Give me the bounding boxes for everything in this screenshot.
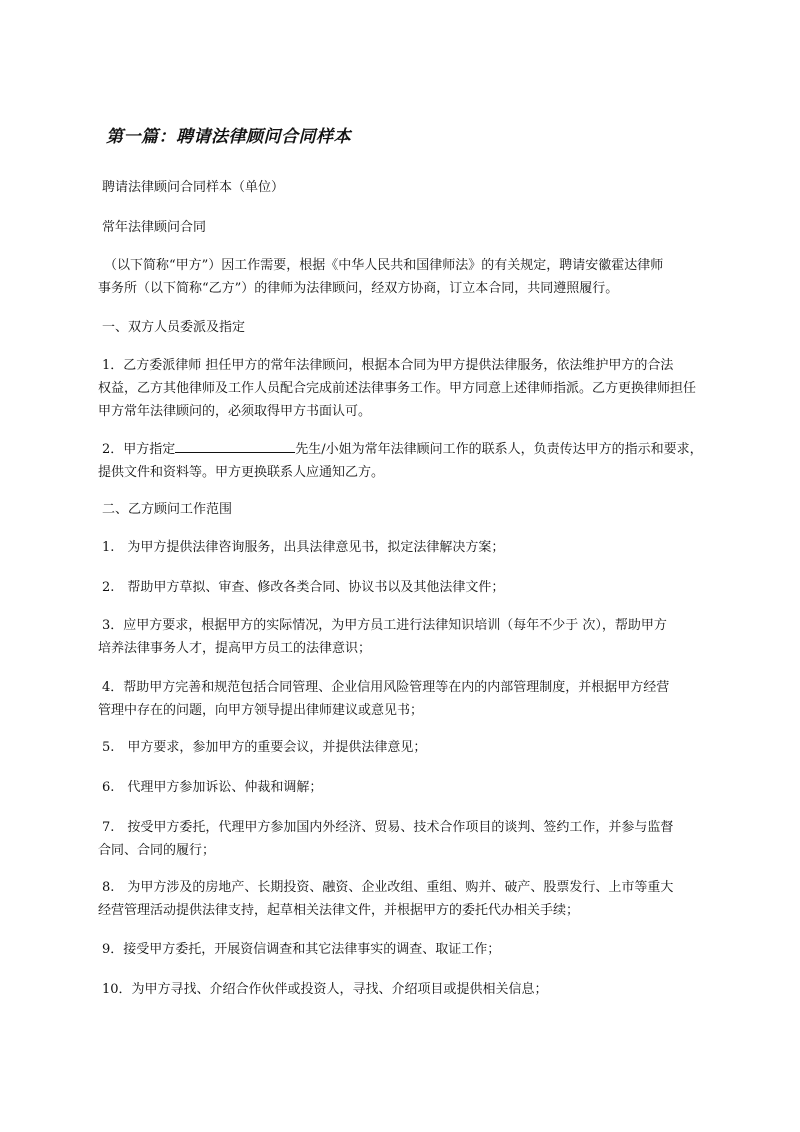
text-line: 10．为甲方寻找、介绍合作伙伴或投资人，寻找、介绍项目或提供相关信息； bbox=[102, 982, 548, 997]
section-heading-2 bbox=[102, 498, 702, 521]
paragraph-scope-4 bbox=[98, 676, 702, 722]
text-line bbox=[102, 438, 702, 461]
paragraph-scope-8 bbox=[98, 876, 702, 922]
fill-in-blank bbox=[175, 438, 295, 453]
paragraph-clause-1-2 bbox=[98, 438, 703, 484]
paragraph-scope-5 bbox=[102, 736, 702, 759]
text-line: 提供文件和资料等。甲方更换联系人应通知乙方。 bbox=[98, 465, 385, 480]
text-line: 1. 为甲方提供法律咨询服务，出具法律意见书，拟定法律解决方案； bbox=[102, 540, 505, 555]
text-line: 二、乙方顾问工作范围 bbox=[102, 502, 233, 517]
paragraph-clause-1-1 bbox=[98, 354, 702, 423]
paragraph-scope-7 bbox=[98, 816, 702, 862]
text-line: （以下简称“甲方”）因工作需要，根据《中华人民共和国律师法》的有关规定，聘请安徽霍达律师 bbox=[104, 258, 664, 273]
text-line: 权益，乙方其他律师及工作人员配合完成前述法律事务工作。甲方同意上述律师指派。乙方更换律师担任 bbox=[98, 381, 697, 396]
text-line: 经营管理活动提供法律支持，起草相关法律文件，并根据甲方的委托代办相关手续； bbox=[98, 903, 580, 918]
text-line: 一、双方人员委派及指定 bbox=[102, 320, 246, 335]
text-line: 8. 为甲方涉及的房地产、长期投资、融资、企业改组、重组、购并、破产、股票发行、上市等重大 bbox=[102, 880, 674, 895]
document-title: 第一篇：聘请法律顾问合同样本 bbox=[106, 127, 351, 147]
text-line: 1．乙方委派律师 担任甲方的常年法律顾问，根据本合同为甲方提供法律服务，依法维护甲方的合法 bbox=[102, 358, 674, 373]
paragraph-scope-2 bbox=[102, 576, 702, 599]
paragraph-subtitle bbox=[102, 176, 702, 199]
section-heading-1 bbox=[102, 316, 702, 339]
paragraph-contract-name bbox=[102, 216, 702, 239]
clause-text: 2．甲方指定 bbox=[102, 442, 176, 457]
paragraph-scope-1 bbox=[102, 536, 702, 559]
clause-text: 先生/小姐为常年法律顾问工作的联系人，负责传达甲方的指示和要求， bbox=[295, 442, 703, 457]
text-line: 常年法律顾问合同 bbox=[102, 220, 207, 235]
text-line: 9．接受甲方委托，开展资信调查和其它法律事实的调查、取证工作； bbox=[102, 942, 501, 957]
text-line: 聘请法律顾问合同样本（单位） bbox=[102, 180, 285, 195]
text-line: 7. 按受甲方委托，代理甲方参加国内外经济、贸易、技术合作项目的谈判、签约工作，并参与监督 bbox=[102, 820, 674, 835]
text-line: 3．应甲方要求，根据甲方的实际情况，为甲方员工进行法律知识培训（每年不少于 次），帮助甲方 bbox=[102, 618, 667, 633]
text-line: 5. 甲方要求，参加甲方的重要会议，并提供法律意见； bbox=[102, 740, 427, 755]
paragraph-intro bbox=[98, 254, 702, 300]
paragraph-scope-9 bbox=[102, 938, 702, 961]
text-line: 甲方常年法律顾问的，必须取得甲方书面认可。 bbox=[98, 404, 372, 419]
text-line: 6. 代理甲方参加诉讼、仲裁和调解； bbox=[102, 780, 323, 795]
text-line: 事务所（以下简称“乙方”）的律师为法律顾问，经双方协商，订立本合同，共同遵照履行。 bbox=[98, 281, 619, 296]
paragraph-scope-3 bbox=[98, 614, 702, 660]
paragraph-scope-6 bbox=[102, 776, 702, 799]
text-line: 2. 帮助甲方草拟、审查、修改各类合同、协议书以及其他法律文件； bbox=[102, 580, 505, 595]
text-line: 4．帮助甲方完善和规范包括合同管理、企业信用风险管理等在内的内部管理制度，并根据甲方经营 bbox=[102, 680, 670, 695]
paragraph-scope-10 bbox=[102, 978, 702, 1001]
text-line: 合同、合同的履行； bbox=[98, 843, 216, 858]
text-line: 培养法律事务人才，提高甲方员工的法律意识； bbox=[98, 641, 372, 656]
text-line: 管理中存在的问题，向甲方领导提出律师建议或意见书； bbox=[98, 703, 424, 718]
